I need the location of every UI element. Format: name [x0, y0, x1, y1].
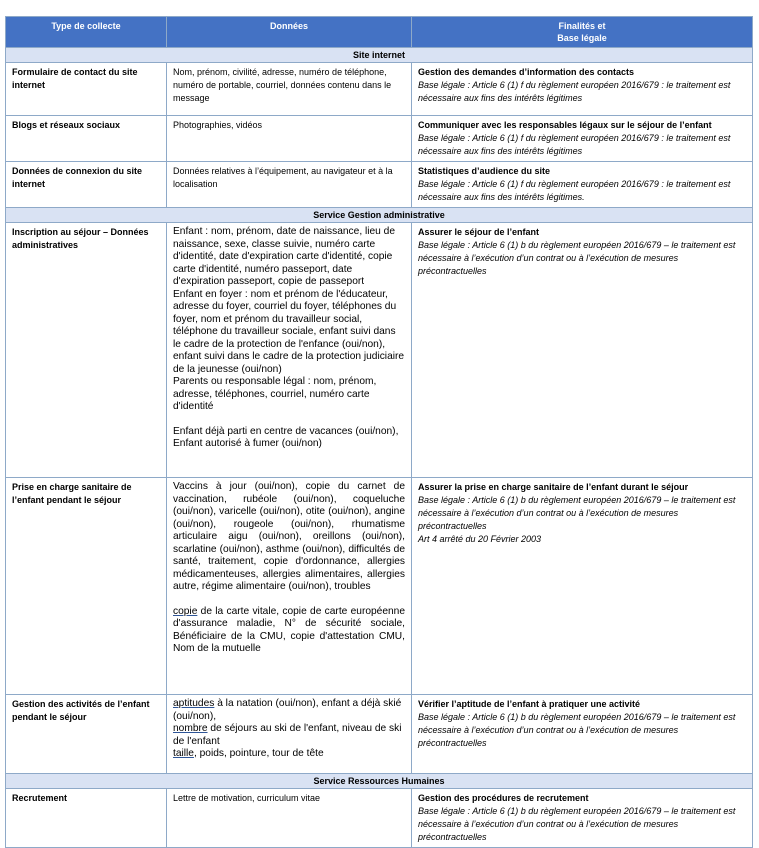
legal-basis: Base légale : Article 6 (1) b du règlement européen 2016/679 – le traitement est nécessaire à l’exécution d’un contrat ou à l’exécution de mesures précontractuelles	[418, 495, 736, 531]
data-line	[173, 698, 405, 723]
underlined-word: copie	[173, 605, 198, 617]
header-purpose-line1: Finalités et	[558, 21, 606, 31]
table-row	[6, 478, 753, 695]
collection-type: Blogs et réseaux sociaux	[6, 116, 167, 162]
data-paragraph: Enfant : nom, prénom, date de naissance, lieu de naissance, sexe, classe suivie, numéro carte d'identité, date d'expiration carte d'identité, copie carte d'identité, numéro passeport, date d'expiration passeport, copie de passeport	[173, 226, 396, 287]
section-row-ressources-humaines	[6, 774, 753, 789]
collected-data	[167, 223, 412, 478]
collected-data: Nom, prénom, civilité, adresse, numéro de téléphone, numéro de portable, courriel, données contenu dans le message	[167, 63, 412, 116]
paragraph-gap	[173, 414, 405, 426]
collection-type: Gestion des activités de l’enfant pendant le séjour	[6, 695, 167, 774]
data-text: à la natation (oui/non), enfant a déjà skié (oui/non),	[173, 698, 402, 722]
purpose-cell	[412, 116, 753, 162]
header-data: Données	[167, 17, 412, 48]
purpose-title: Assurer le séjour de l’enfant	[418, 227, 540, 237]
purpose-cell	[412, 789, 753, 848]
collection-type: Recrutement	[6, 789, 167, 848]
header-type: Type de collecte	[6, 17, 167, 48]
collected-data	[167, 695, 412, 774]
collected-data: Données relatives à l’équipement, au navigateur et à la localisation	[167, 162, 412, 208]
data-text: de séjours au ski de l'enfant, niveau de ski de l'enfant	[173, 723, 402, 747]
header-purpose	[412, 17, 753, 48]
section-title: Service Ressources Humaines	[6, 774, 753, 789]
purpose-title: Statistiques d’audience du site	[418, 166, 551, 176]
table-row	[6, 63, 753, 116]
paragraph-gap	[173, 594, 405, 606]
purpose-cell	[412, 162, 753, 208]
data-processing-table	[5, 16, 753, 848]
table-row	[6, 223, 753, 478]
data-line	[173, 723, 405, 748]
data-paragraph	[173, 606, 405, 656]
collected-data	[167, 478, 412, 695]
data-text: de la carte vitale, copie de carte européenne d'assurance maladie, N° de sécurité sociale, Bénéficiaire de la CMU, copie d'attestation CMU, Nom de la mutuelle	[173, 605, 405, 654]
legal-basis: Base légale : Article 6 (1) b du règlement européen 2016/679 – le traitement est nécessaire à l’exécution d’un contrat ou à l’exécution de mesures précontractuelles	[418, 806, 736, 842]
data-text: , poids, pointure, tour de tête	[193, 748, 324, 759]
underlined-word: nombre	[173, 723, 208, 734]
purpose-cell	[412, 223, 753, 478]
header-purpose-line2: Base légale	[557, 33, 607, 43]
collected-data: Lettre de motivation, curriculum vitae	[167, 789, 412, 848]
collection-type: Prise en charge sanitaire de l’enfant pendant le séjour	[6, 478, 167, 695]
collection-type: Formulaire de contact du site internet	[6, 63, 167, 116]
underlined-word: taille	[173, 748, 194, 759]
collection-type: Données de connexion du site internet	[6, 162, 167, 208]
legal-reference: Art 4 arrêté du 20 Février 2003	[418, 534, 542, 544]
table-row	[6, 789, 753, 848]
data-paragraph: Enfant en foyer : nom et prénom de l'éducateur, adresse du foyer, courriel du foyer, téléphones du foyer, nom et prénom du travailleur social, téléphone du travailleur sociale, enfant suivi dans le cadre de la protection de l'enfance (oui/non), enfant suivi dans le cadre de la protection judiciaire de la jeunesse (oui/non)	[173, 288, 405, 375]
purpose-title: Vérifier l’aptitude de l’enfant à pratiquer une activité	[418, 699, 641, 709]
data-line	[173, 748, 405, 761]
purpose-cell	[412, 695, 753, 774]
purpose-title: Gestion des procédures de recrutement	[418, 793, 589, 803]
collected-data: Photographies, vidéos	[167, 116, 412, 162]
legal-basis: Base légale : Article 6 (1) b du règlement européen 2016/679 – le traitement est nécessaire à l’exécution d’un contrat ou à l’exécution de mesures précontractuelles	[418, 712, 736, 748]
legal-basis: Base légale : Article 6 (1) f du règlement européen 2016/679 : le traitement est nécessaire aux fins des intérêts légitimes	[418, 133, 731, 156]
purpose-cell	[412, 63, 753, 116]
table-row	[6, 116, 753, 162]
data-paragraph: Parents ou responsable légal : nom, prénom, adresse, téléphones, courriel, numéro carte d'identité	[173, 376, 377, 412]
purpose-cell	[412, 478, 753, 695]
legal-basis: Base légale : Article 6 (1) b du règlement européen 2016/679 – le traitement est nécessaire à l’exécution d’un contrat ou à l’exécution de mesures précontractuelles	[418, 240, 736, 276]
table-row	[6, 162, 753, 208]
legal-basis: Base légale : Article 6 (1) f du règlement européen 2016/679 : le traitement est nécessaire aux fins des intérêts légitimes	[418, 80, 731, 103]
section-row-site-internet	[6, 48, 753, 63]
purpose-title: Assurer la prise en charge sanitaire de l’enfant durant le séjour	[418, 482, 689, 492]
collection-type: Inscription au séjour – Données administratives	[6, 223, 167, 478]
section-title: Service Gestion administrative	[6, 208, 753, 223]
header-row	[6, 17, 753, 48]
section-row-gestion-administrative	[6, 208, 753, 223]
purpose-title: Gestion des demandes d’information des contacts	[418, 67, 635, 77]
data-paragraph: Vaccins à jour (oui/non), copie du carnet de vaccination, rubéole (oui/non), coqueluche (oui/non), varicelle (oui/non), otite (oui/non), angine (oui/non), rougeole (oui/non), rhumatisme articulaire aigu (oui/non), oreillons (oui/non), scarlatine (oui/non), asthme (oui/non), difficultés de santé, traitement, copie d'ordonnance, allergies médicamenteuses, allergies alimentaires, allergies autre, régime alimentaire (oui/non), troubles	[173, 481, 405, 592]
underlined-word: aptitudes	[173, 698, 215, 709]
section-title: Site internet	[6, 48, 753, 63]
legal-basis: Base légale : Article 6 (1) f du règlement européen 2016/679 : le traitement est nécessaire aux fins des intérêts légitimes.	[418, 179, 731, 202]
data-paragraph: Enfant déjà parti en centre de vacances (oui/non), Enfant autorisé à fumer (oui/non)	[173, 425, 399, 449]
purpose-title: Communiquer avec les responsables légaux sur le séjour de l’enfant	[418, 120, 712, 130]
table-row	[6, 695, 753, 774]
